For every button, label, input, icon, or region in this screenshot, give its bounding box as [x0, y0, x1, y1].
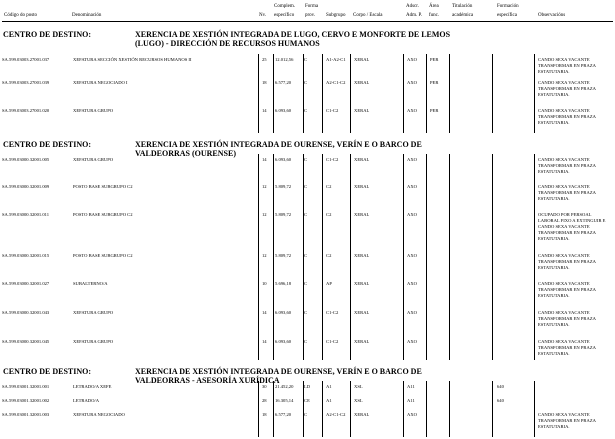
cell-denominacion: LETRADO/A [73, 398, 100, 403]
cell-codigo: SA.599.03000.32001.043 [2, 310, 50, 315]
cell-corpo: XERAL [354, 80, 370, 85]
column-rule [273, 154, 274, 360]
section-title: XERENCIA DE XESTIÓN INTEGRADA DE OURENSE, VERÍN E O BARCO DE VALDEORRAS - ASESORÍA XURÍDICA [135, 367, 422, 385]
cell-corpo: XERAL [354, 184, 370, 189]
cell-complemento: 6.093,60 [275, 310, 292, 315]
cell-subgrupo: C2 [326, 184, 332, 189]
cell-forma: LD [304, 384, 311, 389]
column-rule [350, 54, 351, 133]
cell-complemento: 16.305,14 [275, 398, 294, 403]
cell-codigo: SA.599.03000.32001.005 [2, 157, 50, 162]
cell-adscr: AXO [407, 184, 417, 189]
section-label: CENTRO DE DESTINO: [3, 367, 92, 376]
cell-denominacion: XEFATURA SECCIÓN XESTIÓN RECURSOS HUMANOS II [73, 57, 192, 62]
header-denominacion: Denominación [72, 13, 102, 18]
cell-complemento: 6.093,60 [275, 108, 292, 113]
header-rule [2, 21, 613, 22]
cell-forma: C [304, 281, 308, 286]
cell-adscr: AXO [407, 310, 417, 315]
column-rule [273, 54, 274, 133]
cell-obs: CANDO SEXA VACANTE TRANSFORMAR EN PRAZA ESTATUTARIA. [538, 253, 596, 270]
cell-codigo: SA.599.03000.32001.015 [2, 253, 50, 258]
cell-codigo: SA.599.03001.32001.003 [2, 412, 50, 417]
cell-forma: C [304, 57, 308, 62]
cell-forma: C [304, 212, 308, 217]
cell-forma: C [304, 184, 308, 189]
cell-corpo: XSL [354, 398, 363, 403]
header-adscr-1: Adscr. [406, 4, 419, 9]
header-complemento-2: específico [274, 13, 295, 18]
column-rule [350, 381, 351, 437]
column-rule [426, 54, 427, 133]
header-forma-2: prov. [305, 13, 316, 18]
column-rule [449, 381, 450, 437]
column-rule [534, 154, 535, 360]
header-observacions: Observacións [538, 13, 566, 18]
cell-nivel: 14 [262, 310, 267, 315]
header-formacion-1: Formación [497, 4, 519, 9]
cell-subgrupo: A1 [326, 398, 332, 403]
cell-complemento: 6.093,60 [275, 339, 292, 344]
cell-adscr: AXO [407, 281, 417, 286]
cell-forma: C [304, 157, 308, 162]
cell-adscr: AXO [407, 253, 417, 258]
cell-denominacion: XEFATURA GRUPO [73, 339, 114, 344]
cell-corpo: XSL [354, 384, 363, 389]
cell-adscr: A11 [407, 384, 415, 389]
cell-codigo: SA.599.03001.32001.001 [2, 384, 50, 389]
cell-corpo: XERAL [354, 108, 370, 113]
cell-obs: CANDO SEXA VACANTE TRANSFORMAR EN PRAZA ESTATUTARIA. [538, 310, 596, 327]
column-rule [403, 54, 404, 133]
cell-formacion: 640 [497, 398, 504, 403]
cell-nivel: 12 [262, 184, 267, 189]
header-titulacion-2: académica [452, 13, 474, 18]
column-rule [258, 54, 259, 133]
cell-nivel: 12 [262, 253, 267, 258]
cell-denominacion: LETRADO/A XEFE [73, 384, 112, 389]
header-titulacion-1: Titulación [452, 4, 473, 9]
header-nivel: Nv. [259, 13, 267, 18]
header-codigo: Código do posto [4, 13, 38, 18]
header-complemento-1: Complem. [274, 4, 295, 9]
cell-codigo: SA.599.03000.32001.009 [2, 184, 50, 189]
header-adscr-2: Adm. P. [406, 13, 422, 18]
column-rule [449, 154, 450, 360]
cell-corpo: XERAL [354, 339, 370, 344]
cell-subgrupo: C2 [326, 253, 332, 258]
header-subgrupo: Subgrupo [326, 13, 346, 18]
column-rule [492, 154, 493, 360]
cell-corpo: XERAL [354, 253, 370, 258]
cell-formacion: 640 [497, 384, 504, 389]
cell-denominacion: SUBALTERNO/A [73, 281, 108, 286]
cell-forma: C [304, 339, 308, 344]
column-rule [322, 154, 323, 360]
cell-obs: OCUPADO POR PERSOAL LABORAL FIXO A EXTINGUIR E CANDO SEXA VACANTE TRANSFORMAR EN PRAZA ESTATUTARIA. [538, 212, 606, 241]
cell-complemento: 12.012,56 [275, 57, 294, 62]
cell-denominacion: XEFATURA GRUPO [73, 310, 114, 315]
section-title: XERENCIA DE XESTIÓN INTEGRADA DE OURENSE, VERÍN E O BARCO DE VALDEORRAS (OURENSE) [135, 140, 422, 158]
cell-nivel: 28 [262, 398, 267, 403]
cell-complemento: 5.809,72 [275, 253, 292, 258]
cell-forma: C [304, 253, 308, 258]
cell-corpo: XERAL [354, 281, 370, 286]
column-rule [426, 381, 427, 437]
cell-subgrupo: C1-C2 [326, 108, 339, 113]
column-rule [403, 381, 404, 437]
column-rule [449, 54, 450, 133]
cell-nivel: 18 [262, 80, 267, 85]
cell-adscr: AXO [407, 57, 417, 62]
cell-area: PER [430, 108, 439, 113]
cell-subgrupo: A1-A2-C1 [326, 57, 346, 62]
section-label: CENTRO DE DESTINO: [3, 30, 92, 39]
cell-adscr: AXO [407, 108, 417, 113]
cell-nivel: 14 [262, 339, 267, 344]
cell-obs: CANDO SEXA VACANTE TRANSFORMAR EN PRAZA ESTATUTARIA. [538, 281, 596, 298]
cell-nivel: 10 [262, 281, 267, 286]
cell-complemento: 6.577,20 [275, 80, 292, 85]
header-area-1: Área [429, 4, 439, 9]
cell-forma: C [304, 310, 308, 315]
cell-subgrupo: A1 [326, 384, 332, 389]
cell-codigo: SA.599.03003.27001.037 [2, 57, 50, 62]
cell-complemento: 5.696,18 [275, 281, 292, 286]
cell-codigo: SA.599.03003.27001.039 [2, 80, 50, 85]
column-rule [322, 381, 323, 437]
header-corpo: Corpo / Escala [353, 13, 383, 18]
cell-complemento: 21.452,20 [275, 384, 294, 389]
cell-denominacion: POSTO BASE SUBGRUPO C2 [73, 253, 133, 258]
cell-corpo: XERAL [354, 310, 370, 315]
cell-denominacion: XEFATURA NEGOCIADO I [73, 80, 128, 85]
cell-forma: C [304, 412, 308, 417]
cell-subgrupo: C1-C2 [326, 339, 339, 344]
header-area-2: func. [429, 13, 440, 18]
column-rule [303, 54, 304, 133]
cell-adscr: AXO [407, 212, 417, 217]
cell-codigo: SA.599.03001.32001.002 [2, 398, 50, 403]
cell-obs: CANDO SEXA VACANTE TRANSFORMAR EN PRAZA ESTATUTARIA. [538, 57, 596, 74]
cell-obs: CANDO SEXA VACANTE TRANSFORMAR EN PRAZA ESTATUTARIA. [538, 80, 596, 97]
cell-codigo: SA.599.03000.32001.011 [2, 212, 50, 217]
cell-corpo: XERAL [354, 157, 370, 162]
cell-subgrupo: A2-C1-C2 [326, 412, 346, 417]
cell-area: PER [430, 80, 439, 85]
cell-corpo: XERAL [354, 212, 370, 217]
cell-adscr: AXO [407, 157, 417, 162]
cell-subgrupo: C2 [326, 212, 332, 217]
cell-nivel: 14 [262, 157, 267, 162]
cell-complemento: 5.809,72 [275, 212, 292, 217]
cell-subgrupo: C1-C2 [326, 157, 339, 162]
cell-complemento: 6.577,20 [275, 412, 292, 417]
cell-codigo: SA.599.03003.27001.020 [2, 108, 50, 113]
cell-obs: CANDO SEXA VACANTE TRANSFORMAR EN PRAZA ESTATUTARIA. [538, 108, 596, 125]
column-rule [258, 381, 259, 437]
column-rule [403, 154, 404, 360]
column-rule [258, 154, 259, 360]
cell-complemento: 5.809,72 [275, 184, 292, 189]
cell-corpo: XERAL [354, 412, 370, 417]
cell-forma: CE [304, 398, 310, 403]
cell-adscr: A11 [407, 398, 415, 403]
cell-denominacion: XEFATURA GRUPO [73, 157, 114, 162]
cell-denominacion: POSTO BASE SUBGRUPO C2 [73, 212, 133, 217]
header-formacion-2: específica [497, 13, 517, 18]
cell-corpo: XERAL [354, 57, 370, 62]
cell-subgrupo: C1-C2 [326, 310, 339, 315]
column-rule [492, 381, 493, 437]
cell-nivel: 18 [262, 412, 267, 417]
cell-forma: C [304, 80, 308, 85]
cell-codigo: SA.599.03000.32001.027 [2, 281, 50, 286]
column-rule [492, 54, 493, 133]
cell-subgrupo: A2-C1-C2 [326, 80, 346, 85]
column-rule [350, 154, 351, 360]
column-rule [322, 54, 323, 133]
cell-adscr: AXO [407, 339, 417, 344]
cell-obs: CANDO SEXA VACANTE TRANSFORMAR EN PRAZA ESTATUTARIA. [538, 157, 596, 174]
cell-denominacion: XEFATURA NEGOCIADO [73, 412, 125, 417]
cell-nivel: 25 [262, 57, 267, 62]
cell-forma: C [304, 108, 308, 113]
cell-obs: CANDO SEXA VACANTE TRANSFORMAR EN PRAZA ESTATUTARIA. [538, 184, 596, 201]
column-rule [273, 381, 274, 437]
header-forma-1: Forma [305, 4, 319, 9]
cell-adscr: AXO [407, 80, 417, 85]
cell-area: PER [430, 57, 439, 62]
column-rule [426, 154, 427, 360]
cell-nivel: 14 [262, 108, 267, 113]
section-title: XERENCIA DE XESTIÓN INTEGRADA DE LUGO, CERVO E MONFORTE DE LEMOS (LUGO) - DIRECCIÓN DE RECURSOS HUMANOS [135, 30, 451, 48]
section-label: CENTRO DE DESTINO: [3, 140, 92, 149]
column-rule [534, 381, 535, 437]
cell-obs: CANDO SEXA VACANTE TRANSFORMAR EN PRAZA ESTATUTARIA. [538, 339, 596, 356]
cell-obs: CANDO SEXA VACANTE TRANSFORMAR EN PRAZA ESTATUTARIA. [538, 412, 596, 429]
cell-nivel: 12 [262, 212, 267, 217]
cell-complemento: 6.093,60 [275, 157, 292, 162]
column-rule [534, 54, 535, 133]
cell-codigo: SA.599.03000.32001.045 [2, 339, 50, 344]
cell-nivel: 30 [262, 384, 267, 389]
cell-subgrupo: AP [326, 281, 332, 286]
cell-denominacion: POSTO BASE SUBGRUPO C2 [73, 184, 133, 189]
cell-denominacion: XEFATURA GRUPO [73, 108, 114, 113]
cell-adscr: AXO [407, 412, 417, 417]
